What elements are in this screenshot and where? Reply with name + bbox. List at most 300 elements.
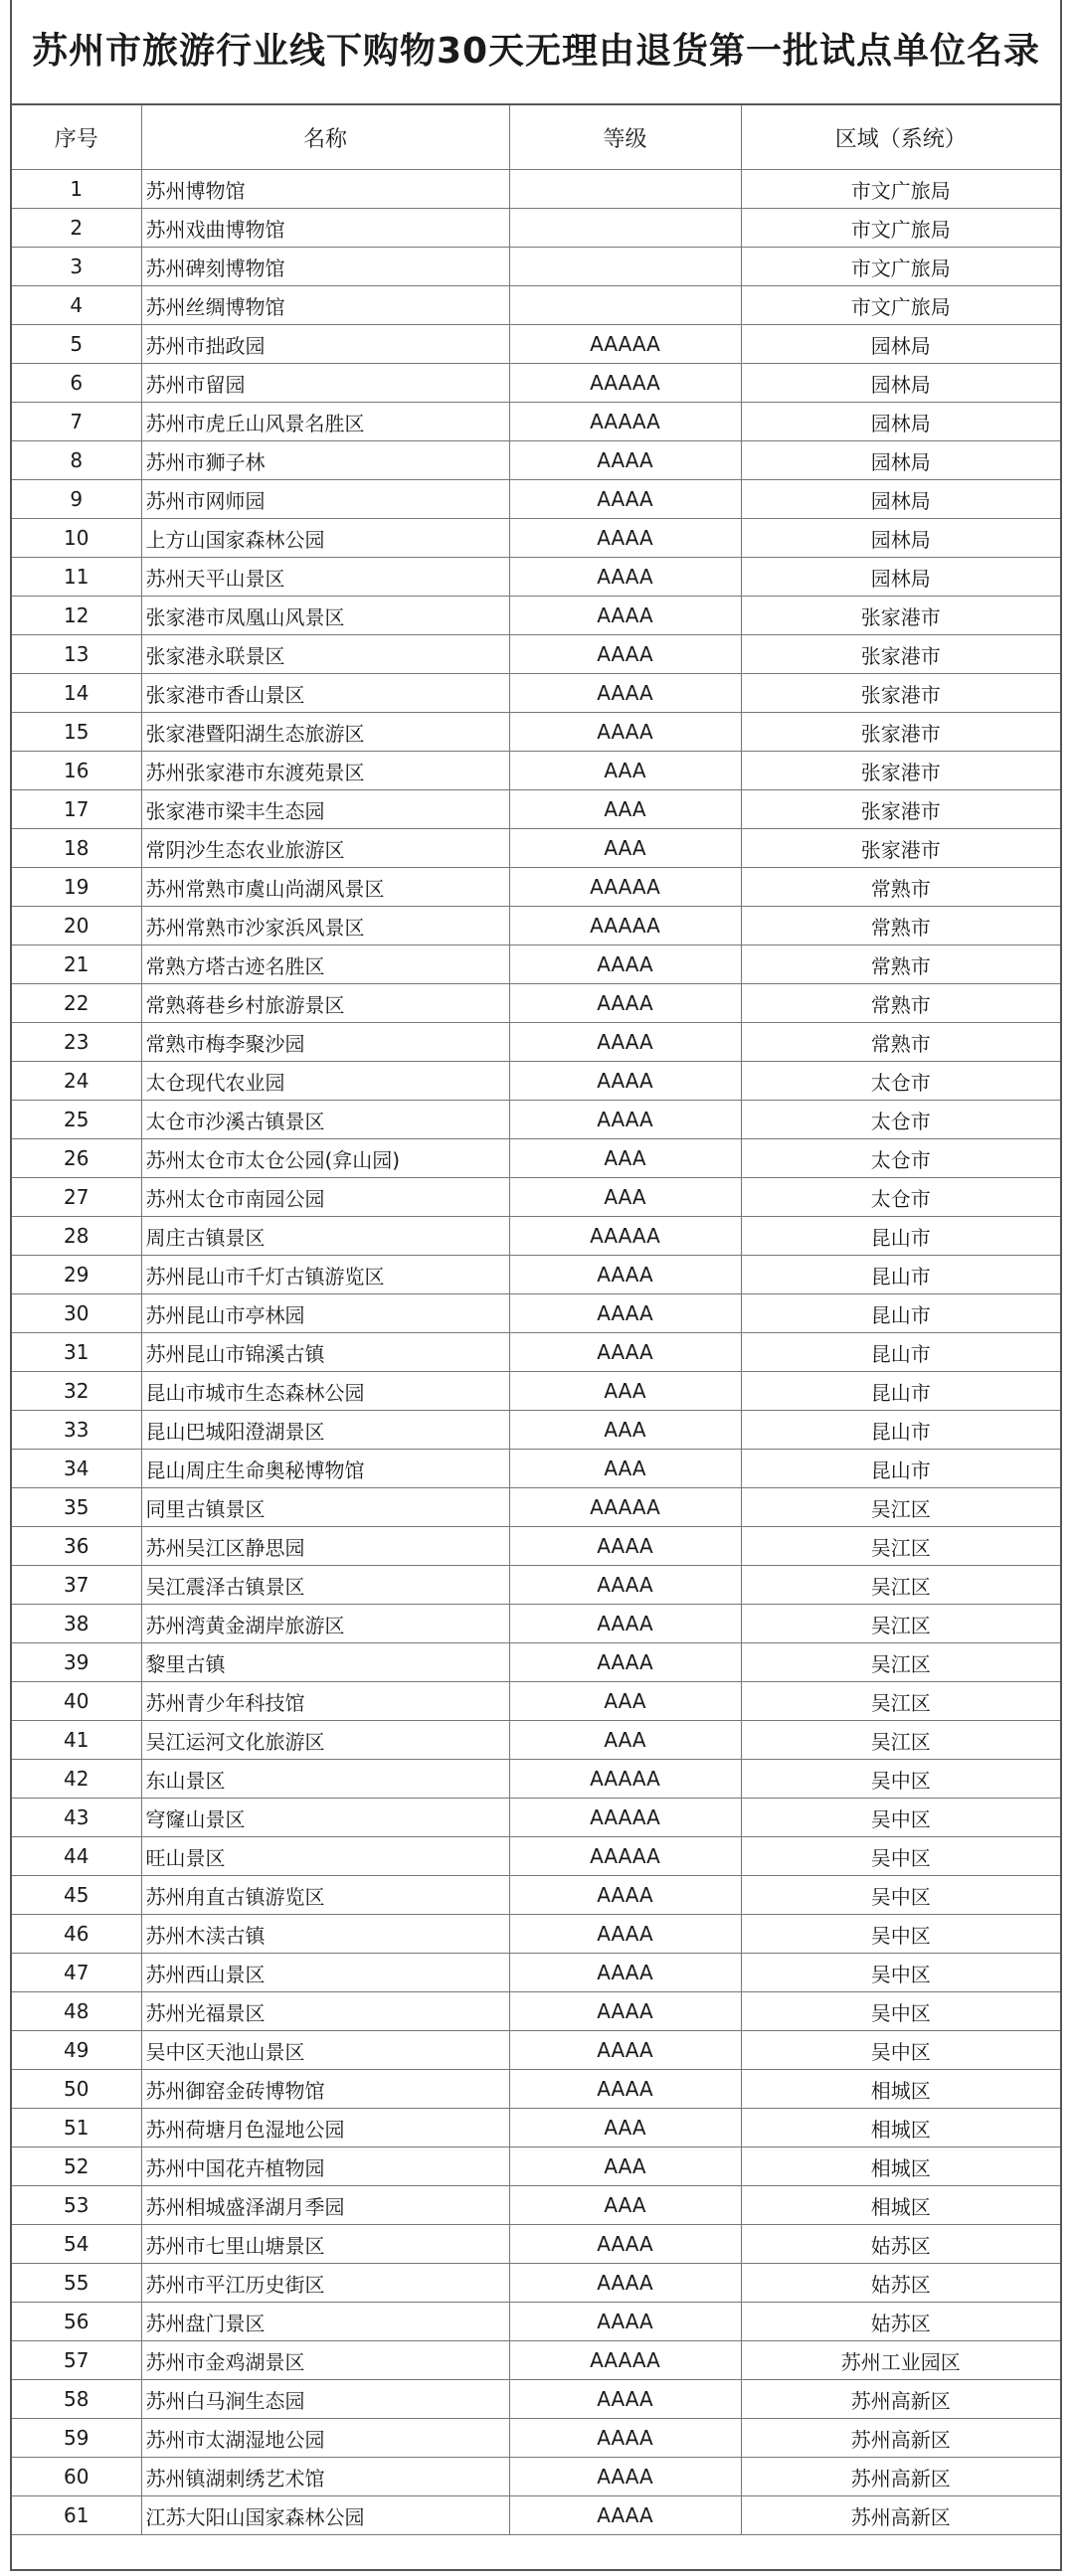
table-row: [12, 2264, 1060, 2303]
cell-serial-number: 18: [12, 829, 141, 868]
cell-serial-number: 11: [12, 558, 141, 597]
cell-region: 吴江区: [741, 1605, 1060, 1643]
cell-serial-number: 35: [12, 1488, 141, 1527]
cell-name: 苏州吴江区静思园: [141, 1527, 509, 1566]
table-row: [12, 1488, 1060, 1527]
table-row: [12, 790, 1060, 829]
cell-serial-number: 29: [12, 1256, 141, 1294]
cell-region: 姑苏区: [741, 2264, 1060, 2303]
cell-serial-number: 50: [12, 2070, 141, 2109]
table-row: [12, 2380, 1060, 2419]
cell-name: 常熟方塔古迹名胜区: [141, 945, 509, 984]
cell-grade: AAA: [509, 1682, 741, 1721]
cell-name: 吴江震泽古镇景区: [141, 1566, 509, 1605]
cell-serial-number: 27: [12, 1178, 141, 1217]
table-row: [12, 1837, 1060, 1876]
cell-grade: AAAA: [509, 1256, 741, 1294]
cell-region: 园林局: [741, 364, 1060, 403]
cell-serial-number: 56: [12, 2303, 141, 2341]
table-row: [12, 1876, 1060, 1915]
cell-name: 苏州市虎丘山风景名胜区: [141, 403, 509, 441]
cell-region: 苏州高新区: [741, 2496, 1060, 2535]
cell-grade: AAAA: [509, 2264, 741, 2303]
table-row: [12, 325, 1060, 364]
cell-region: 太仓市: [741, 1101, 1060, 1139]
cell-region: 张家港市: [741, 713, 1060, 752]
cell-name: 江苏大阳山国家森林公园: [141, 2496, 509, 2535]
cell-name: 苏州木渎古镇: [141, 1915, 509, 1954]
cell-grade: AAAAA: [509, 1837, 741, 1876]
cell-name: 苏州丝绸博物馆: [141, 286, 509, 325]
cell-region: 园林局: [741, 480, 1060, 519]
cell-region: 苏州高新区: [741, 2419, 1060, 2458]
cell-grade: AAAA: [509, 984, 741, 1023]
cell-serial-number: 49: [12, 2031, 141, 2070]
cell-region: 相城区: [741, 2109, 1060, 2147]
cell-grade: AAAA: [509, 2458, 741, 2496]
table-row: [12, 248, 1060, 286]
table-row: [12, 558, 1060, 597]
table-row: [12, 1023, 1060, 1062]
table-row: [12, 2303, 1060, 2341]
cell-name: 同里古镇景区: [141, 1488, 509, 1527]
cell-serial-number: 24: [12, 1062, 141, 1101]
cell-grade: AAA: [509, 1139, 741, 1178]
cell-name: 苏州荷塘月色湿地公园: [141, 2109, 509, 2147]
cell-grade: AAAA: [509, 597, 741, 635]
cell-grade: AAAA: [509, 1023, 741, 1062]
cell-name: 昆山巴城阳澄湖景区: [141, 1411, 509, 1450]
cell-serial-number: 47: [12, 1954, 141, 1992]
cell-grade: AAA: [509, 1411, 741, 1450]
table-row: [12, 2186, 1060, 2225]
cell-name: 苏州御窑金砖博物馆: [141, 2070, 509, 2109]
cell-serial-number: 44: [12, 1837, 141, 1876]
cell-grade: AAAAA: [509, 868, 741, 907]
table-row: [12, 1256, 1060, 1294]
cell-region: 市文广旅局: [741, 209, 1060, 248]
cell-serial-number: 58: [12, 2380, 141, 2419]
cell-region: 苏州工业园区: [741, 2341, 1060, 2380]
cell-serial-number: 10: [12, 519, 141, 558]
table-row: [12, 1605, 1060, 1643]
table-row: [12, 1682, 1060, 1721]
cell-name: 旺山景区: [141, 1837, 509, 1876]
table-row: [12, 1527, 1060, 1566]
cell-grade: AAAA: [509, 2380, 741, 2419]
cell-region: 吴中区: [741, 1992, 1060, 2031]
cell-region: 相城区: [741, 2147, 1060, 2186]
table-row: [12, 1178, 1060, 1217]
cell-region: 张家港市: [741, 674, 1060, 713]
header-grade: 等级: [509, 105, 741, 170]
cell-name: 苏州中国花卉植物园: [141, 2147, 509, 2186]
cell-region: 昆山市: [741, 1411, 1060, 1450]
table-row: [12, 1372, 1060, 1411]
cell-name: 苏州白马涧生态园: [141, 2380, 509, 2419]
document-sheet: [10, 0, 1062, 2571]
cell-serial-number: 54: [12, 2225, 141, 2264]
table-row: [12, 1799, 1060, 1837]
cell-serial-number: 15: [12, 713, 141, 752]
cell-region: 昆山市: [741, 1256, 1060, 1294]
cell-serial-number: 57: [12, 2341, 141, 2380]
cell-name: 苏州市狮子林: [141, 441, 509, 480]
header-region: 区域（系统）: [741, 105, 1060, 170]
cell-serial-number: 59: [12, 2419, 141, 2458]
table-row: [12, 1760, 1060, 1799]
cell-grade: AAA: [509, 752, 741, 790]
cell-name: 苏州市拙政园: [141, 325, 509, 364]
cell-grade: AAAA: [509, 1294, 741, 1333]
cell-region: 常熟市: [741, 907, 1060, 945]
cell-serial-number: 39: [12, 1643, 141, 1682]
cell-grade: AAAA: [509, 1527, 741, 1566]
cell-name: 苏州太仓市太仓公园(弇山园): [141, 1139, 509, 1178]
cell-region: 昆山市: [741, 1450, 1060, 1488]
cell-name: 张家港市梁丰生态园: [141, 790, 509, 829]
cell-region: 园林局: [741, 403, 1060, 441]
table-row: [12, 2225, 1060, 2264]
cell-serial-number: 32: [12, 1372, 141, 1411]
cell-grade: AAAAA: [509, 1488, 741, 1527]
cell-grade: AAAAA: [509, 1760, 741, 1799]
table-row: [12, 1992, 1060, 2031]
cell-name: 昆山市城市生态森林公园: [141, 1372, 509, 1411]
cell-region: 吴江区: [741, 1566, 1060, 1605]
cell-region: 园林局: [741, 558, 1060, 597]
cell-serial-number: 31: [12, 1333, 141, 1372]
cell-grade: AAAAA: [509, 2341, 741, 2380]
cell-region: 市文广旅局: [741, 286, 1060, 325]
cell-serial-number: 38: [12, 1605, 141, 1643]
table-body: [12, 170, 1060, 2535]
cell-grade: AAAA: [509, 945, 741, 984]
cell-serial-number: 52: [12, 2147, 141, 2186]
cell-grade: AAAA: [509, 1062, 741, 1101]
cell-region: 吴中区: [741, 1837, 1060, 1876]
cell-grade: AAAAA: [509, 403, 741, 441]
cell-grade: AAAA: [509, 1954, 741, 1992]
cell-serial-number: 33: [12, 1411, 141, 1450]
cell-region: 园林局: [741, 325, 1060, 364]
cell-grade: AAAA: [509, 1992, 741, 2031]
cell-serial-number: 8: [12, 441, 141, 480]
cell-grade: AAAA: [509, 2496, 741, 2535]
cell-grade: AAAA: [509, 635, 741, 674]
cell-grade: AAAA: [509, 2070, 741, 2109]
cell-region: 吴中区: [741, 1954, 1060, 1992]
table-row: [12, 1566, 1060, 1605]
cell-serial-number: 9: [12, 480, 141, 519]
cell-serial-number: 30: [12, 1294, 141, 1333]
cell-serial-number: 46: [12, 1915, 141, 1954]
cell-grade: AAAA: [509, 1876, 741, 1915]
cell-region: 吴江区: [741, 1527, 1060, 1566]
cell-serial-number: 19: [12, 868, 141, 907]
cell-region: 张家港市: [741, 635, 1060, 674]
cell-name: 苏州戏曲博物馆: [141, 209, 509, 248]
table-row: [12, 2458, 1060, 2496]
cell-name: 吴中区天池山景区: [141, 2031, 509, 2070]
table-row: [12, 1721, 1060, 1760]
table-row: [12, 1450, 1060, 1488]
cell-serial-number: 37: [12, 1566, 141, 1605]
cell-name: 东山景区: [141, 1760, 509, 1799]
cell-serial-number: 14: [12, 674, 141, 713]
cell-name: 苏州光福景区: [141, 1992, 509, 2031]
cell-region: 园林局: [741, 441, 1060, 480]
cell-region: 吴江区: [741, 1488, 1060, 1527]
table-row: [12, 752, 1060, 790]
table-row: [12, 1411, 1060, 1450]
cell-serial-number: 45: [12, 1876, 141, 1915]
table-row: [12, 635, 1060, 674]
table-row: [12, 945, 1060, 984]
cell-name: 张家港市香山景区: [141, 674, 509, 713]
cell-region: 吴江区: [741, 1682, 1060, 1721]
cell-name: 太仓市沙溪古镇景区: [141, 1101, 509, 1139]
cell-region: 园林局: [741, 519, 1060, 558]
cell-name: 苏州碑刻博物馆: [141, 248, 509, 286]
table-header-row: [12, 105, 1060, 170]
cell-region: 张家港市: [741, 597, 1060, 635]
table-row: [12, 441, 1060, 480]
cell-region: 相城区: [741, 2070, 1060, 2109]
cell-grade: AAAAA: [509, 325, 741, 364]
cell-serial-number: 53: [12, 2186, 141, 2225]
cell-grade: AAA: [509, 829, 741, 868]
cell-region: 常熟市: [741, 945, 1060, 984]
cell-region: 吴中区: [741, 1799, 1060, 1837]
cell-grade: [509, 248, 741, 286]
cell-region: 苏州高新区: [741, 2458, 1060, 2496]
table-row: [12, 286, 1060, 325]
cell-name: 苏州市网师园: [141, 480, 509, 519]
cell-grade: AAAA: [509, 480, 741, 519]
table-row: [12, 2109, 1060, 2147]
cell-region: 常熟市: [741, 984, 1060, 1023]
cell-region: 吴中区: [741, 1760, 1060, 1799]
cell-region: 太仓市: [741, 1139, 1060, 1178]
cell-region: 姑苏区: [741, 2303, 1060, 2341]
cell-serial-number: 16: [12, 752, 141, 790]
pilot-units-table: [12, 105, 1060, 2535]
cell-serial-number: 6: [12, 364, 141, 403]
cell-serial-number: 41: [12, 1721, 141, 1760]
cell-grade: AAAA: [509, 1915, 741, 1954]
table-row: [12, 2070, 1060, 2109]
cell-name: 昆山周庄生命奥秘博物馆: [141, 1450, 509, 1488]
cell-name: 苏州常熟市虞山尚湖风景区: [141, 868, 509, 907]
cell-region: 市文广旅局: [741, 248, 1060, 286]
cell-name: 苏州盘门景区: [141, 2303, 509, 2341]
cell-name: 苏州市太湖湿地公园: [141, 2419, 509, 2458]
cell-serial-number: 7: [12, 403, 141, 441]
cell-grade: [509, 209, 741, 248]
cell-grade: AAA: [509, 2186, 741, 2225]
cell-name: 苏州昆山市亭林园: [141, 1294, 509, 1333]
table-row: [12, 1101, 1060, 1139]
cell-grade: AAAA: [509, 2225, 741, 2264]
cell-serial-number: 5: [12, 325, 141, 364]
cell-serial-number: 55: [12, 2264, 141, 2303]
cell-region: 昆山市: [741, 1333, 1060, 1372]
table-row: [12, 1217, 1060, 1256]
cell-region: 吴中区: [741, 2031, 1060, 2070]
cell-region: 常熟市: [741, 1023, 1060, 1062]
cell-grade: [509, 170, 741, 209]
cell-grade: AAAA: [509, 1566, 741, 1605]
cell-serial-number: 25: [12, 1101, 141, 1139]
cell-serial-number: 43: [12, 1799, 141, 1837]
table-row: [12, 2496, 1060, 2535]
cell-serial-number: 2: [12, 209, 141, 248]
cell-serial-number: 48: [12, 1992, 141, 2031]
cell-grade: AAA: [509, 1721, 741, 1760]
cell-serial-number: 3: [12, 248, 141, 286]
cell-name: 苏州天平山景区: [141, 558, 509, 597]
cell-name: 苏州市七里山塘景区: [141, 2225, 509, 2264]
cell-name: 黎里古镇: [141, 1643, 509, 1682]
table-row: [12, 2341, 1060, 2380]
cell-serial-number: 40: [12, 1682, 141, 1721]
cell-name: 常熟市梅李聚沙园: [141, 1023, 509, 1062]
cell-grade: AAAA: [509, 713, 741, 752]
cell-grade: AAAA: [509, 1101, 741, 1139]
cell-grade: AAAA: [509, 441, 741, 480]
cell-serial-number: 34: [12, 1450, 141, 1488]
cell-name: 苏州甪直古镇游览区: [141, 1876, 509, 1915]
cell-serial-number: 4: [12, 286, 141, 325]
cell-grade: AAAAA: [509, 364, 741, 403]
cell-grade: AAAA: [509, 2419, 741, 2458]
cell-name: 上方山国家森林公园: [141, 519, 509, 558]
cell-region: 姑苏区: [741, 2225, 1060, 2264]
table-row: [12, 1139, 1060, 1178]
cell-region: 张家港市: [741, 829, 1060, 868]
cell-name: 苏州市留园: [141, 364, 509, 403]
cell-name: 苏州市平江历史街区: [141, 2264, 509, 2303]
table-row: [12, 868, 1060, 907]
cell-region: 昆山市: [741, 1217, 1060, 1256]
cell-region: 吴江区: [741, 1643, 1060, 1682]
table-row: [12, 1643, 1060, 1682]
cell-grade: AAAAA: [509, 1799, 741, 1837]
cell-region: 吴中区: [741, 1915, 1060, 1954]
cell-serial-number: 13: [12, 635, 141, 674]
cell-region: 吴中区: [741, 1876, 1060, 1915]
cell-name: 太仓现代农业园: [141, 1062, 509, 1101]
cell-name: 苏州相城盛泽湖月季园: [141, 2186, 509, 2225]
cell-name: 苏州张家港市东渡苑景区: [141, 752, 509, 790]
cell-region: 昆山市: [741, 1372, 1060, 1411]
cell-name: 张家港暨阳湖生态旅游区: [141, 713, 509, 752]
table-row: [12, 1333, 1060, 1372]
cell-grade: AAA: [509, 2147, 741, 2186]
cell-name: 苏州市金鸡湖景区: [141, 2341, 509, 2380]
cell-name: 张家港市凤凰山风景区: [141, 597, 509, 635]
cell-region: 市文广旅局: [741, 170, 1060, 209]
table-row: [12, 1062, 1060, 1101]
cell-serial-number: 61: [12, 2496, 141, 2535]
cell-serial-number: 21: [12, 945, 141, 984]
cell-region: 张家港市: [741, 752, 1060, 790]
table-row: [12, 829, 1060, 868]
table-row: [12, 2419, 1060, 2458]
cell-serial-number: 60: [12, 2458, 141, 2496]
cell-name: 苏州西山景区: [141, 1954, 509, 1992]
cell-serial-number: 36: [12, 1527, 141, 1566]
table-row: [12, 1954, 1060, 1992]
table-row: [12, 480, 1060, 519]
cell-grade: AAAA: [509, 674, 741, 713]
cell-name: 苏州青少年科技馆: [141, 1682, 509, 1721]
table-row: [12, 1294, 1060, 1333]
cell-serial-number: 51: [12, 2109, 141, 2147]
cell-grade: AAAA: [509, 2303, 741, 2341]
table-row: [12, 1915, 1060, 1954]
cell-grade: AAAA: [509, 2031, 741, 2070]
cell-serial-number: 22: [12, 984, 141, 1023]
cell-serial-number: 23: [12, 1023, 141, 1062]
cell-grade: AAAA: [509, 1643, 741, 1682]
cell-name: 常阴沙生态农业旅游区: [141, 829, 509, 868]
cell-name: 周庄古镇景区: [141, 1217, 509, 1256]
cell-region: 张家港市: [741, 790, 1060, 829]
cell-serial-number: 28: [12, 1217, 141, 1256]
cell-serial-number: 26: [12, 1139, 141, 1178]
cell-name: 吴江运河文化旅游区: [141, 1721, 509, 1760]
cell-grade: AAAA: [509, 1605, 741, 1643]
cell-grade: AAAA: [509, 1333, 741, 1372]
cell-grade: AAA: [509, 790, 741, 829]
cell-name: 张家港永联景区: [141, 635, 509, 674]
cell-name: 苏州镇湖刺绣艺术馆: [141, 2458, 509, 2496]
cell-region: 苏州高新区: [741, 2380, 1060, 2419]
cell-serial-number: 20: [12, 907, 141, 945]
cell-grade: AAAAA: [509, 1217, 741, 1256]
table-row: [12, 713, 1060, 752]
table-row: [12, 364, 1060, 403]
header-name: 名称: [141, 105, 509, 170]
cell-region: 常熟市: [741, 868, 1060, 907]
cell-name: 苏州昆山市锦溪古镇: [141, 1333, 509, 1372]
cell-name: 苏州博物馆: [141, 170, 509, 209]
cell-name: 常熟蒋巷乡村旅游景区: [141, 984, 509, 1023]
cell-grade: AAAA: [509, 519, 741, 558]
cell-name: 苏州太仓市南园公园: [141, 1178, 509, 1217]
cell-serial-number: 1: [12, 170, 141, 209]
table-row: [12, 170, 1060, 209]
cell-name: 穹窿山景区: [141, 1799, 509, 1837]
table-row: [12, 519, 1060, 558]
cell-grade: [509, 286, 741, 325]
table-row: [12, 907, 1060, 945]
cell-region: 太仓市: [741, 1062, 1060, 1101]
cell-serial-number: 12: [12, 597, 141, 635]
table-row: [12, 209, 1060, 248]
cell-name: 苏州昆山市千灯古镇游览区: [141, 1256, 509, 1294]
cell-region: 吴江区: [741, 1721, 1060, 1760]
document-title: 苏州市旅游行业线下购物30天无理由退货第一批试点单位名录: [12, 0, 1060, 105]
cell-grade: AAA: [509, 1178, 741, 1217]
cell-name: 苏州常熟市沙家浜风景区: [141, 907, 509, 945]
header-serial-number: 序号: [12, 105, 141, 170]
cell-grade: AAAA: [509, 558, 741, 597]
cell-region: 昆山市: [741, 1294, 1060, 1333]
cell-region: 太仓市: [741, 1178, 1060, 1217]
